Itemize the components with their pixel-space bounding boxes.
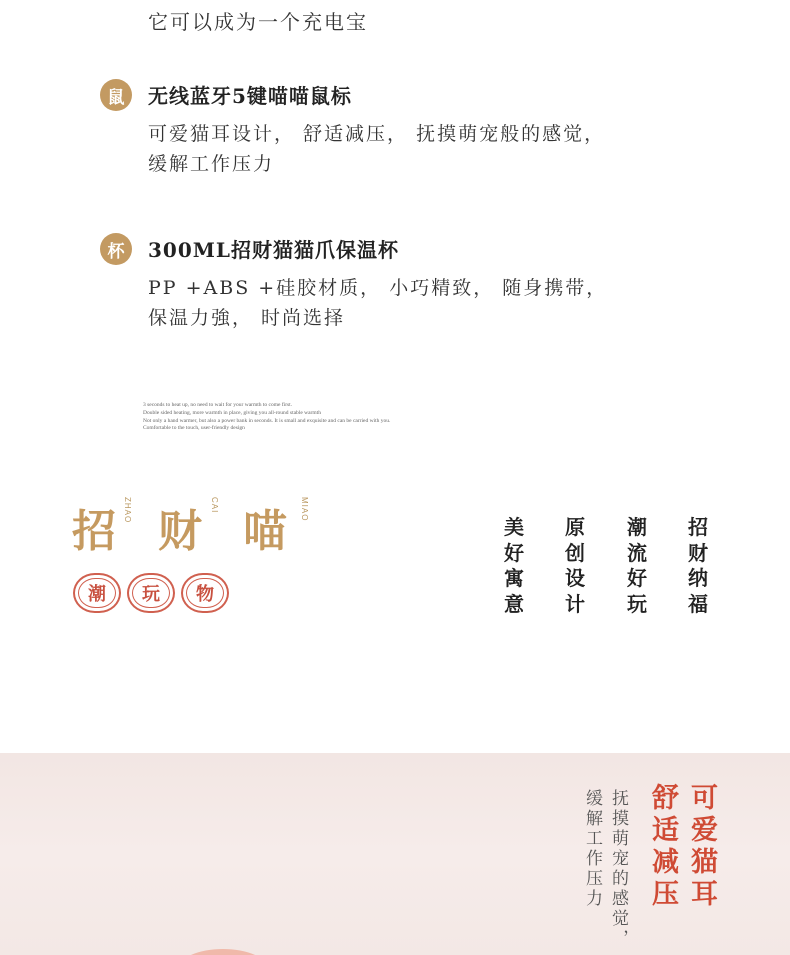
- feature-title: 300ML招财猫猫爪保温杯: [148, 238, 399, 262]
- slogan-column: 原创设计: [565, 515, 585, 616]
- product-banner: [0, 753, 790, 955]
- english-line: Not only a hand warmer, but also a power bank in seconds. It is small and exquisite and can be carried with you.: [143, 417, 391, 424]
- pinyin-zhao: ZHAO: [123, 497, 132, 524]
- subtext-column: 抚摸萌宠的感觉，: [608, 789, 628, 949]
- feature-desc-line: 可爱猫耳设计， 舒适减压， 抚摸萌宠般的感觉，: [148, 123, 606, 145]
- feature-description: [148, 119, 605, 179]
- seal-badge: [73, 573, 121, 613]
- seal-badge: [127, 573, 175, 613]
- subtext-column: 缓解工作压力: [582, 789, 602, 909]
- brand-char-zhao: 招: [72, 506, 116, 557]
- feature-title: 无线蓝牙5键喵喵鼠标: [148, 84, 352, 108]
- pinyin-cai: CAI: [210, 497, 219, 514]
- intro-line: 它可以成为一个充电宝: [148, 10, 368, 34]
- seal-text: 物: [196, 584, 214, 605]
- english-line: Comfortable to the touch, user-friendly design: [143, 425, 245, 432]
- english-line: 3 seconds to heat up, no need to wait for your warmth to come first.: [143, 402, 293, 408]
- headline-column: 可爱猫耳: [686, 783, 717, 911]
- seal-text: 玩: [142, 584, 160, 605]
- slogan-column: 美好寓意: [504, 515, 524, 616]
- pinyin-miao: MIAO: [300, 497, 309, 522]
- slogan-column: 潮流好玩: [627, 515, 647, 616]
- english-description: [143, 402, 390, 433]
- slogan-column: 招财纳福: [688, 515, 708, 616]
- english-line: Double sided heating, more warmth in place, giving you all-round stable warmth: [143, 409, 321, 416]
- cup-badge-icon: 杯: [100, 233, 132, 265]
- feature-desc-line: 保温力強， 时尚选择: [148, 307, 346, 329]
- brand-char-miao: 喵: [243, 506, 287, 557]
- feature-desc-line: 缓解工作压力: [148, 153, 275, 175]
- seal-badge: [181, 573, 229, 613]
- seal-text: 潮: [88, 584, 106, 605]
- feature-desc-line: PP +ABS +硅胶材质， 小巧精致， 随身携带，: [148, 277, 608, 299]
- headline-column: 舒适减压: [647, 783, 678, 911]
- brand-char-cai: 财: [158, 506, 202, 557]
- intro-text: [148, 0, 368, 35]
- product-image-edge: [178, 949, 268, 955]
- feature-description: [148, 273, 607, 333]
- mouse-badge-icon: 鼠: [100, 79, 132, 111]
